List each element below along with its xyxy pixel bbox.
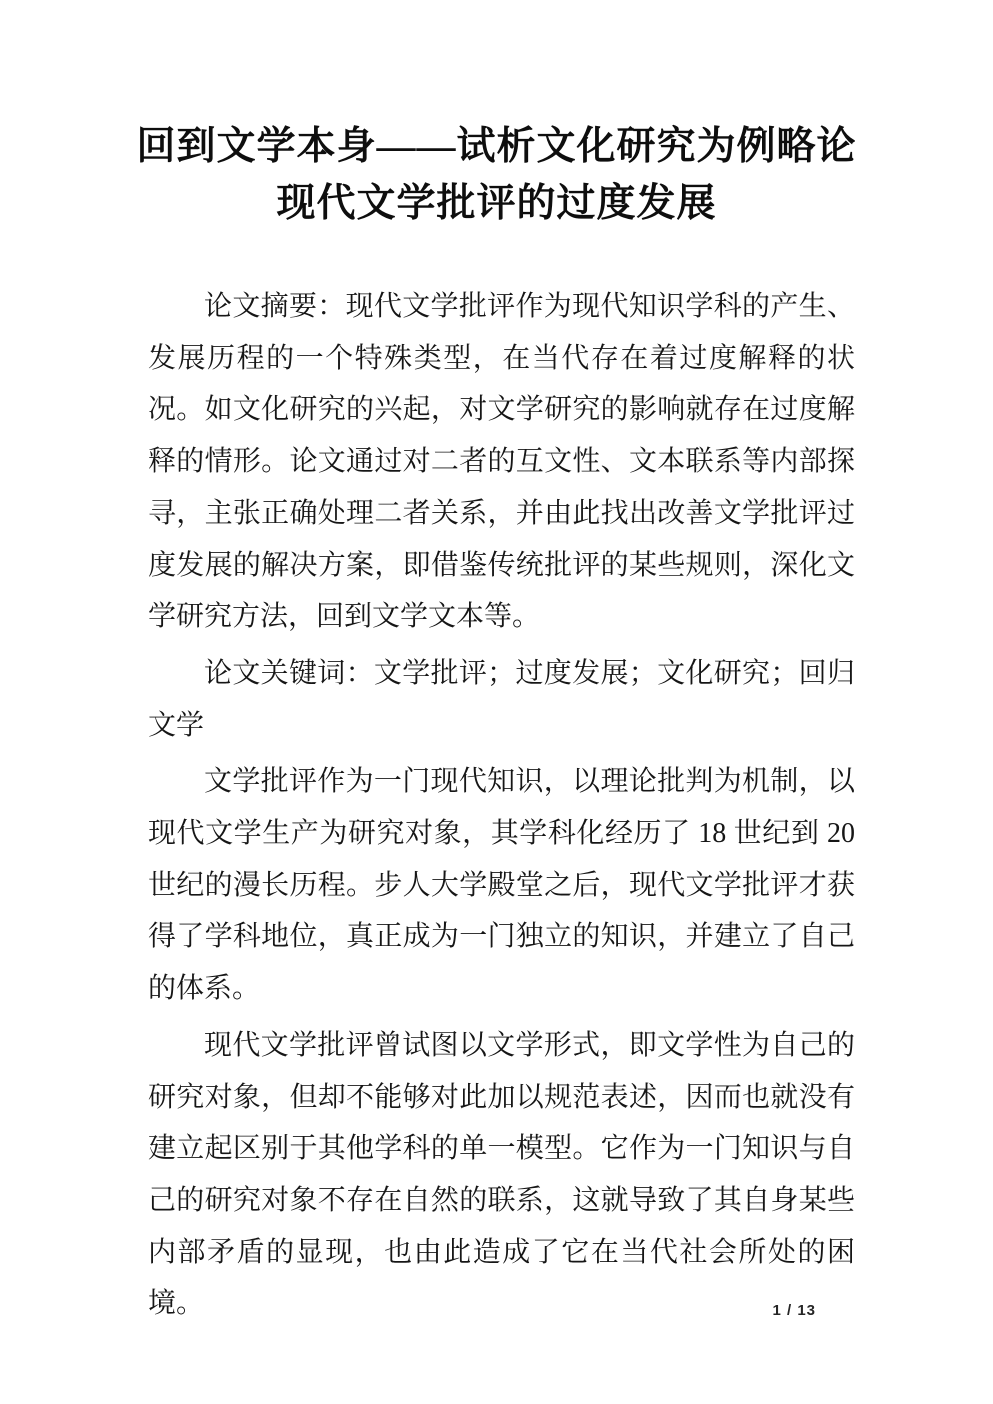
page-number-indicator: 1 / 13 [772,1302,816,1319]
body-paragraph-2: 现代文学批评曾试图以文学形式，即文学性为自己的研究对象，但却不能够对此加以规范表述，因而也就没有建立起区别于其他学科的单一模型。它作为一门知识与自己的研究对象不存在自然的联系，这就导致了其自身某些内部矛盾的显现，也由此造成了它在当代社会所处的困境。 [148,1029,855,1320]
document-title [80,118,913,232]
document-body [148,281,855,1330]
body-paragraph-1: 文学批评作为一门现代知识，以理论批判为机制，以现代文学生产为研究对象，其学科化经历了 18 世纪到 20 世纪的漫长历程。步人大学殿堂之后，现代文学批评才获得了学科地位，真正成为一门独立的知识，并建立了自己的体系。 [148,766,855,1005]
document-title-line-1: 回到文学本身——试析文化研究为例略论 [136,125,857,168]
abstract-paragraph: 论文摘要：现代文学批评作为现代知识学科的产生、发展历程的一个特殊类型，在当代存在着过度解释的状况。如文化研究的兴起，对文学研究的影响就存在过度解释的情形。论文通过对二者的互文性、文本联系等内部探寻，主张正确处理二者关系，并由此找出改善文学批评过度发展的解决方案，即借鉴传统批评的某些规则，深化文学研究方法，回到文学文本等。 [148,291,855,633]
keywords-paragraph: 论文关键词：文学批评；过度发展；文化研究；回归文学 [148,657,855,741]
document-title-line-2: 现代文学批评的过度发展 [276,182,717,225]
